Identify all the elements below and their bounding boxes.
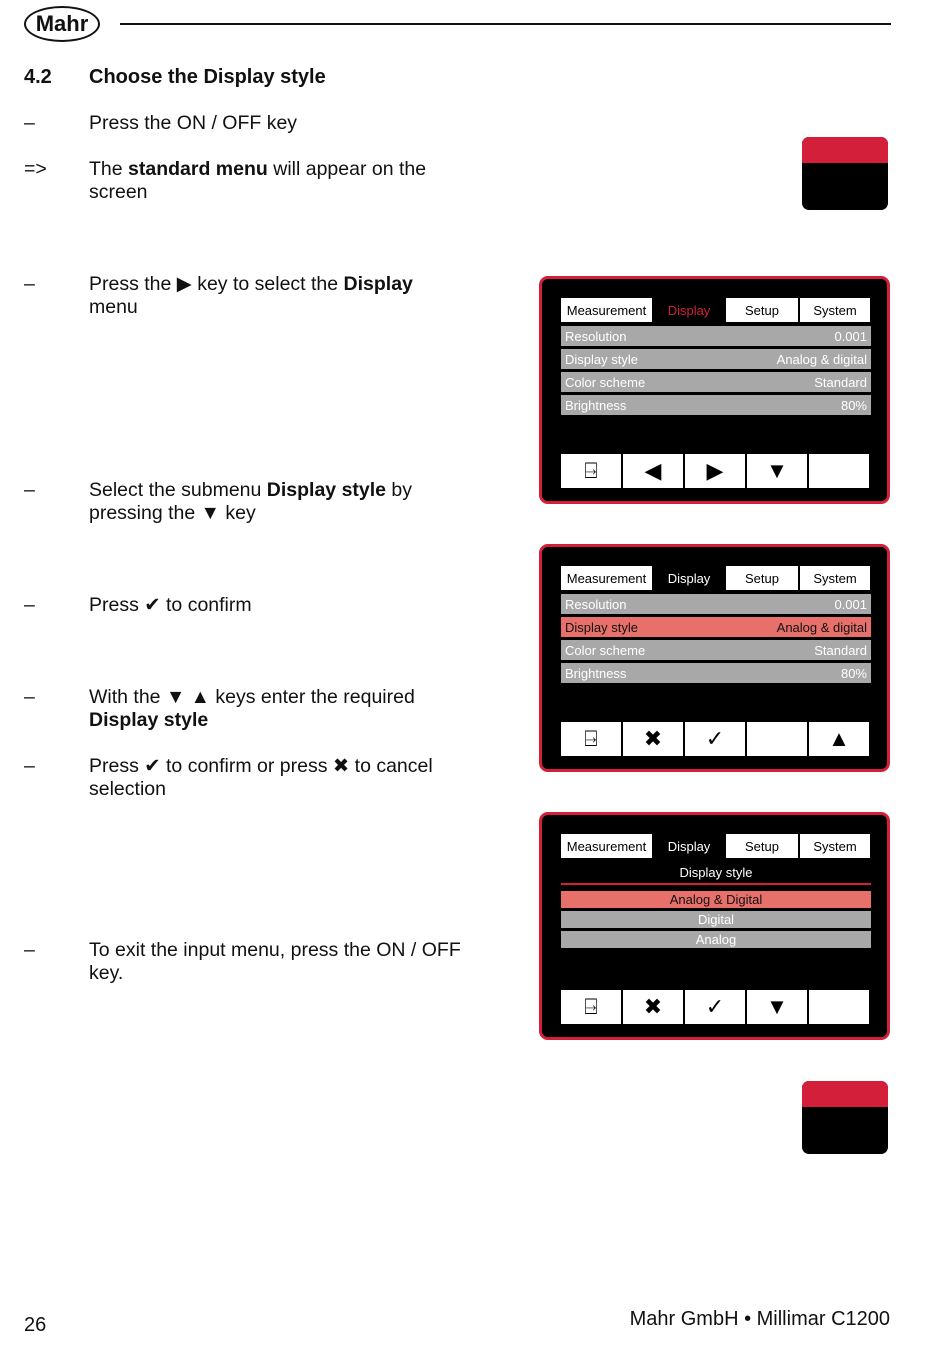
setting-row-resolution[interactable]	[561, 326, 871, 346]
option-analog-digital[interactable]: Analog & Digital	[561, 891, 871, 908]
setting-row-brightness[interactable]	[561, 395, 871, 415]
blank-softkey[interactable]	[747, 722, 807, 756]
step-text: With the ▼ ▲ keys enter the required Display style	[89, 686, 415, 731]
cancel-x-icon[interactable]: ✖	[623, 722, 683, 756]
step-text: Press the ON / OFF key	[89, 112, 298, 134]
setting-value: Analog & digital	[776, 351, 867, 367]
submenu-rule	[561, 883, 871, 885]
on-off-key-band	[802, 1081, 888, 1107]
setting-value: 0.001	[834, 596, 867, 612]
arrow-down-icon[interactable]: ▼	[747, 454, 807, 488]
setting-value: Standard	[814, 374, 867, 390]
setting-label: Brightness	[565, 665, 627, 681]
step-text: To exit the input menu, press the ON / OFF key.	[89, 939, 461, 984]
setting-label: Color scheme	[565, 642, 646, 658]
tab-system[interactable]: System	[800, 298, 870, 322]
softkey-bar	[561, 990, 871, 1024]
step-text: Press ✔ to confirm	[89, 594, 252, 616]
tab-setup[interactable]: Setup	[726, 298, 798, 322]
step-marker: –	[24, 112, 35, 134]
blank-softkey[interactable]	[809, 990, 869, 1024]
cancel-x-icon[interactable]: ✖	[623, 990, 683, 1024]
setting-label: Display style	[565, 619, 638, 635]
step-marker: –	[24, 755, 35, 777]
footer-publisher: Mahr GmbH • Millimar C1200	[629, 1308, 890, 1330]
tab-display[interactable]: Display	[654, 298, 724, 322]
setting-value: 80%	[840, 397, 867, 413]
setting-row-display-style[interactable]	[561, 617, 871, 637]
step-marker: –	[24, 939, 35, 961]
page-number: 26	[24, 1314, 47, 1336]
softkey-bar	[561, 454, 871, 488]
setting-label: Resolution	[565, 328, 627, 344]
setting-row-display-style[interactable]	[561, 349, 871, 369]
setting-row-resolution[interactable]	[561, 594, 871, 614]
blank-softkey[interactable]	[809, 454, 869, 488]
section-title: Choose the Display style	[89, 66, 326, 88]
tab-setup[interactable]: Setup	[726, 834, 798, 858]
step-marker: –	[24, 479, 35, 501]
tab-measurement[interactable]: Measurement	[561, 834, 652, 858]
setting-row-color-scheme[interactable]	[561, 640, 871, 660]
menu-tabs	[561, 834, 871, 858]
on-off-key[interactable]	[802, 137, 888, 210]
step-text: Press the ▶ key to select the Display menu	[89, 273, 413, 318]
on-off-key-band	[802, 137, 888, 163]
device-screen-display-menu	[539, 276, 890, 504]
device-screen-display-style-selected	[539, 544, 890, 772]
submenu-title: Display style	[679, 865, 753, 880]
setting-label: Display style	[565, 351, 638, 367]
arrow-right-icon[interactable]: ▶	[685, 454, 745, 488]
tab-system[interactable]: System	[800, 834, 870, 858]
step-marker: –	[24, 686, 35, 708]
exit-door-icon[interactable]: ⍈	[561, 454, 621, 488]
exit-door-icon[interactable]: ⍈	[561, 990, 621, 1024]
setting-row-color-scheme[interactable]	[561, 372, 871, 392]
step-text: Select the submenu Display style by pressing the ▼ key	[89, 479, 413, 524]
tab-display[interactable]: Display	[654, 834, 724, 858]
section-number: 4.2	[24, 66, 52, 88]
step-text: The standard menu will appear on the screen	[89, 158, 427, 203]
option-digital[interactable]: Digital	[561, 911, 871, 928]
setting-value: 0.001	[834, 328, 867, 344]
setting-row-brightness[interactable]	[561, 663, 871, 683]
confirm-check-icon[interactable]: ✓	[685, 722, 745, 756]
setting-value: 80%	[840, 665, 867, 681]
setting-label: Resolution	[565, 596, 627, 612]
header-rule	[120, 23, 891, 25]
step-text: Press ✔ to confirm or press ✖ to cancel selection	[89, 755, 433, 800]
tab-measurement[interactable]: Measurement	[561, 298, 652, 322]
tab-measurement[interactable]: Measurement	[561, 566, 652, 590]
exit-door-icon[interactable]: ⍈	[561, 722, 621, 756]
mahr-logo: Mahr	[24, 6, 100, 42]
setting-value: Analog & digital	[776, 619, 867, 635]
tab-setup[interactable]: Setup	[726, 566, 798, 590]
tab-system[interactable]: System	[800, 566, 870, 590]
arrow-down-icon[interactable]: ▼	[747, 990, 807, 1024]
tab-display[interactable]: Display	[654, 566, 724, 590]
option-analog[interactable]: Analog	[561, 931, 871, 948]
step-marker: –	[24, 594, 35, 616]
menu-tabs	[561, 566, 871, 590]
on-off-key[interactable]	[802, 1081, 888, 1154]
step-marker: =>	[24, 158, 47, 180]
setting-value: Standard	[814, 642, 867, 658]
step-marker: –	[24, 273, 35, 295]
menu-tabs	[561, 298, 871, 322]
arrow-left-icon[interactable]: ◀	[623, 454, 683, 488]
softkey-bar	[561, 722, 871, 756]
device-screen-display-style-options	[539, 812, 890, 1040]
setting-label: Brightness	[565, 397, 627, 413]
arrow-up-icon[interactable]: ▲	[809, 722, 869, 756]
confirm-check-icon[interactable]: ✓	[685, 990, 745, 1024]
setting-label: Color scheme	[565, 374, 646, 390]
